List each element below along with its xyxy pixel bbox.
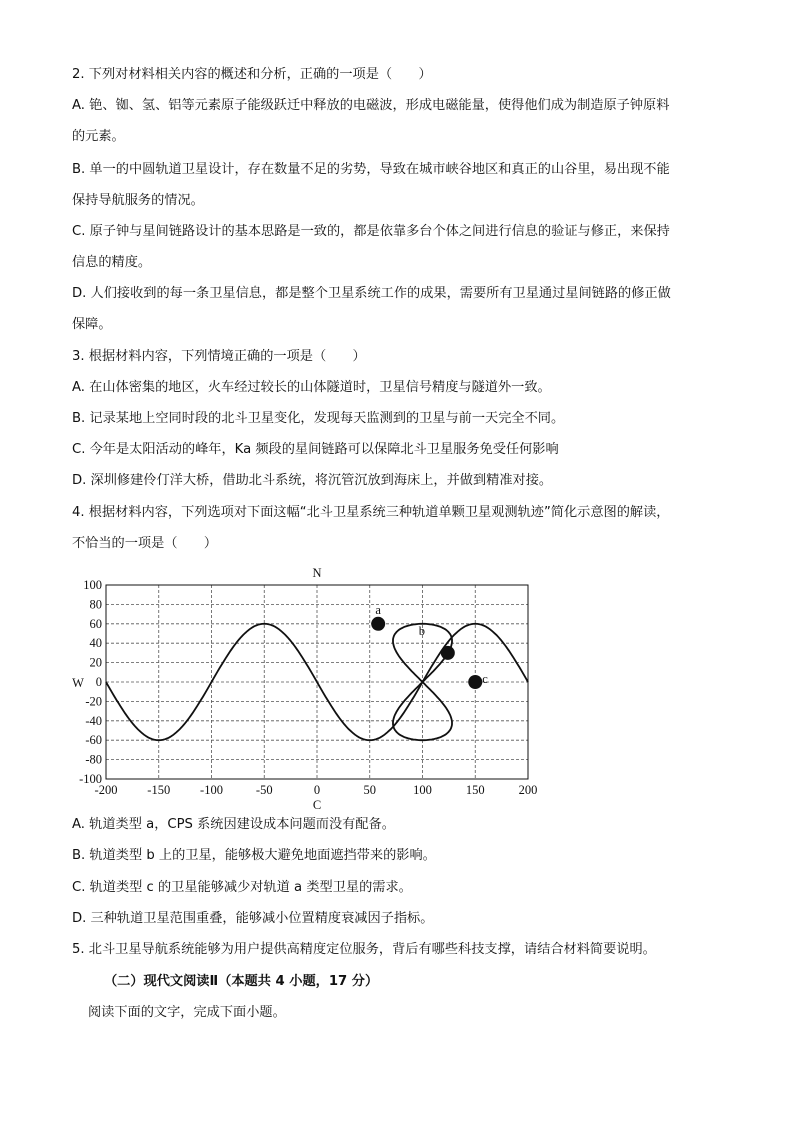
question-4-option-c: C. 轨道类型 c 的卫星能够减少对轨道 a 类型卫星的需求。 (72, 880, 412, 895)
question-5-stem: 5. 北斗卫星导航系统能够为用户提供高精度定位服务，背后有哪些科技支撑，请结合材料简要说明。 (72, 942, 656, 957)
compass-bottom-label: C (312, 798, 322, 810)
question-2-option-b-cont: 保持导航服务的情况。 (72, 193, 204, 208)
marker-c (468, 675, 482, 689)
y-tick-label: 20 (89, 655, 102, 670)
y-tick-label: -40 (85, 713, 102, 728)
y-tick-label: 80 (89, 597, 102, 612)
y-tick-label: 60 (89, 616, 102, 631)
question-2-option-d-cont: 保障。 (72, 317, 112, 332)
x-tick-label: -200 (94, 783, 118, 797)
section-heading: （二）现代文阅读Ⅱ（本题共 4 小题，17 分） (104, 974, 379, 989)
x-tick-label: 200 (518, 783, 538, 797)
question-2-option-a: A. 铯、铷、氢、铝等元素原子能级跃迁中释放的电磁波，形成电磁能量，使得他们成为制造原子钟原料 (72, 98, 670, 113)
y-tick-label: -60 (85, 733, 102, 748)
question-3-option-d: D. 深圳修建伶仃洋大桥，借助北斗系统，将沉管沉放到海床上，并做到精准对接。 (72, 473, 553, 488)
y-tick-label: -20 (85, 694, 102, 709)
y-tick-label: -80 (85, 752, 102, 767)
x-tick-label: -150 (147, 783, 171, 797)
y-tick-label: -100 (79, 772, 102, 786)
x-tick-label: 150 (465, 783, 485, 797)
compass-north-label: N (312, 566, 322, 580)
x-tick-label: 0 (313, 783, 321, 797)
compass-west-label: W (72, 676, 84, 690)
x-tick-label: -100 (200, 783, 223, 797)
x-tick-label: -50 (255, 783, 273, 797)
y-tick-label: 0 (95, 675, 102, 689)
question-4-stem: 4. 根据材料内容，下列选项对下面这幅“北斗卫星系统三种轨道单颗卫星观测轨迹”简化示意图的解读， (72, 505, 670, 520)
reading-instruction: 阅读下面的文字，完成下面小题。 (88, 1005, 286, 1020)
satellite-track-chart (60, 560, 560, 810)
question-4-stem-cont: 不恰当的一项是（ ） (72, 536, 218, 551)
y-tick-label: 100 (83, 578, 102, 592)
question-3-option-b: B. 记录某地上空同时段的北斗卫星变化，发现每天监测到的卫星与前一天完全不同。 (72, 411, 565, 426)
marker-a (371, 617, 385, 631)
marker-label-b: b (418, 623, 425, 638)
question-4-option-b: B. 轨道类型 b 上的卫星，能够极大避免地面遮挡带来的影响。 (72, 848, 436, 863)
question-2-stem: 2. 下列对材料相关内容的概述和分析，正确的一项是（ ） (72, 67, 432, 82)
question-2-option-a-cont: 的元素。 (72, 129, 125, 144)
question-2-option-d: D. 人们接收到的每一条卫星信息，都是整个卫星系统工作的成果，需要所有卫星通过星间链路的修正做 (72, 286, 671, 301)
marker-label-a: a (375, 602, 381, 617)
marker-label-c: c (482, 672, 488, 686)
x-tick-label: 50 (363, 783, 376, 797)
question-2-option-c: C. 原子钟与星间链路设计的基本思路是一致的，都是依靠多台个体之间进行信息的验证与修正，来保持 (72, 224, 670, 239)
question-3-option-a: A. 在山体密集的地区，火车经过较长的山体隧道时，卫星信号精度与隧道外一致。 (72, 380, 551, 395)
question-4-option-d: D. 三种轨道卫星范围重叠，能够减小位置精度衰减因子指标。 (72, 911, 434, 926)
question-4-option-a: A. 轨道类型 a，CPS 系统因建设成本问题而没有配备。 (72, 817, 395, 832)
question-2-option-b: B. 单一的中圆轨道卫星设计，存在数量不足的劣势，导致在城市峡谷地区和真正的山谷里，易出现不能 (72, 162, 670, 177)
x-tick-label: 100 (413, 783, 432, 797)
y-tick-label: 40 (89, 636, 102, 651)
question-3-option-c: C. 今年是太阳活动的峰年，Ka 频段的星间链路可以保障北斗卫星服务免受任何影响 (72, 442, 559, 457)
question-2-option-c-cont: 信息的精度。 (72, 255, 152, 270)
marker-b (441, 646, 455, 660)
question-3-stem: 3. 根据材料内容，下列情境正确的一项是（ ） (72, 349, 366, 364)
